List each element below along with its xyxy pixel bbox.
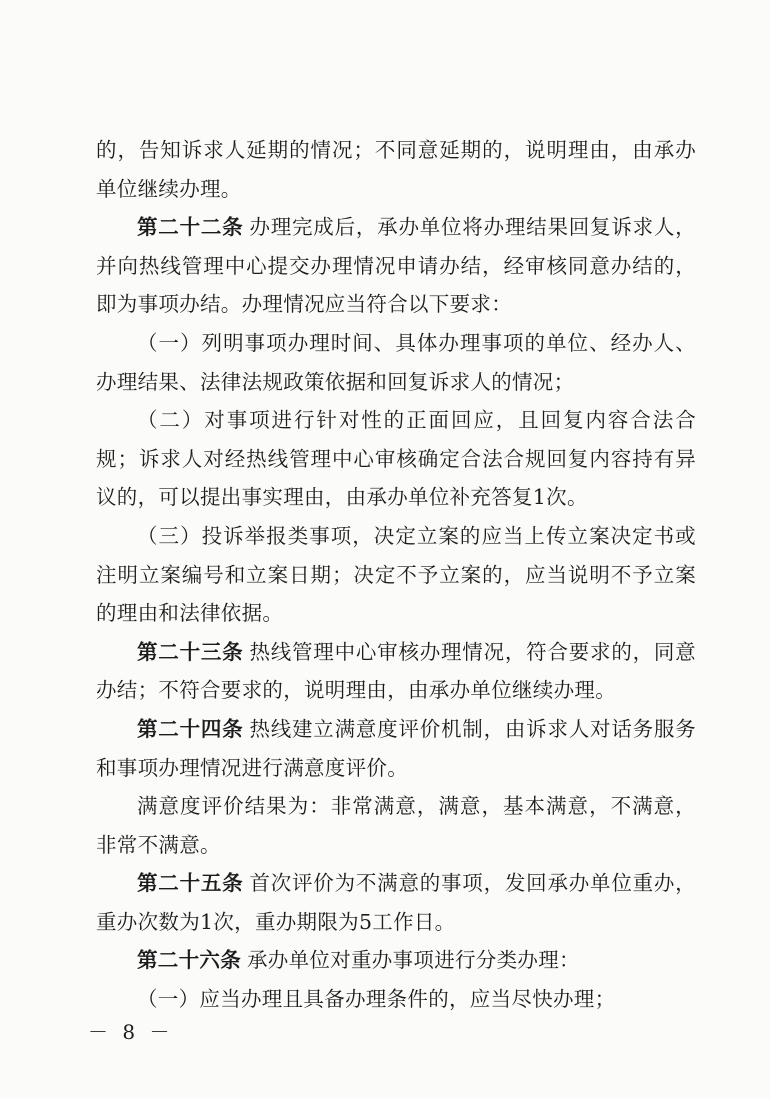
article-22-item-2: （二）对事项进行针对性的正面回应，且回复内容合法合规；诉求人对经热线管理中心审核确定合法合规回复内容持有异议的，可以提出事实理由，由承办单位补充答复1次。 bbox=[96, 408, 696, 510]
article-24 bbox=[96, 710, 696, 787]
article-22-title: 第二十二条 bbox=[137, 215, 244, 240]
continuation-paragraph: 的，告知诉求人延期的情况；不同意延期的，说明理由，由承办单位继续办理。 bbox=[96, 138, 696, 201]
article-25 bbox=[96, 864, 696, 941]
article-23 bbox=[96, 633, 696, 710]
page-number: － 8 － bbox=[88, 1020, 174, 1044]
article-25-title: 第二十五条 bbox=[137, 871, 244, 896]
article-22-body: 办理完成后，承办单位将办理结果回复诉求人，并向热线管理中心提交办理情况申请办结，经审核同意办结的，即为事项办结。办理情况应当符合以下要求： bbox=[96, 215, 696, 317]
article-24-extra: 满意度评价结果为：非常满意，满意，基本满意，不满意，非常不满意。 bbox=[96, 794, 696, 857]
article-23-body: 热线管理中心审核办理情况，符合要求的，同意办结；不符合要求的，说明理由，由承办单位继续办理。 bbox=[96, 639, 696, 703]
article-24-title: 第二十四条 bbox=[137, 716, 244, 741]
article-23-title: 第二十三条 bbox=[137, 639, 244, 664]
article-22 bbox=[96, 208, 696, 324]
article-24-body: 热线建立满意度评价机制，由诉求人对话务服务和事项办理情况进行满意度评价。 bbox=[96, 716, 696, 780]
article-22-item-3: （三）投诉举报类事项，决定立案的应当上传立案决定书或注明立案编号和立案日期；决定不予立案的，应当说明不予立案的理由和法律依据。 bbox=[96, 523, 696, 626]
article-25-body: 首次评价为不满意的事项，发回承办单位重办，重办次数为1次，重办期限为5工作日。 bbox=[96, 871, 696, 934]
article-26-title: 第二十六条 bbox=[137, 948, 241, 973]
article-26-body: 承办单位对重办事项进行分类办理： bbox=[247, 948, 580, 973]
article-26-item-1: （一）应当办理且具备办理条件的，应当尽快办理； bbox=[137, 987, 616, 1012]
article-26 bbox=[96, 941, 696, 980]
body-text bbox=[96, 131, 696, 1019]
article-22-item-1: （一）列明事项办理时间、具体办理事项的单位、经办人、办理结果、法律法规政策依据和回复诉求人的情况； bbox=[96, 330, 696, 394]
